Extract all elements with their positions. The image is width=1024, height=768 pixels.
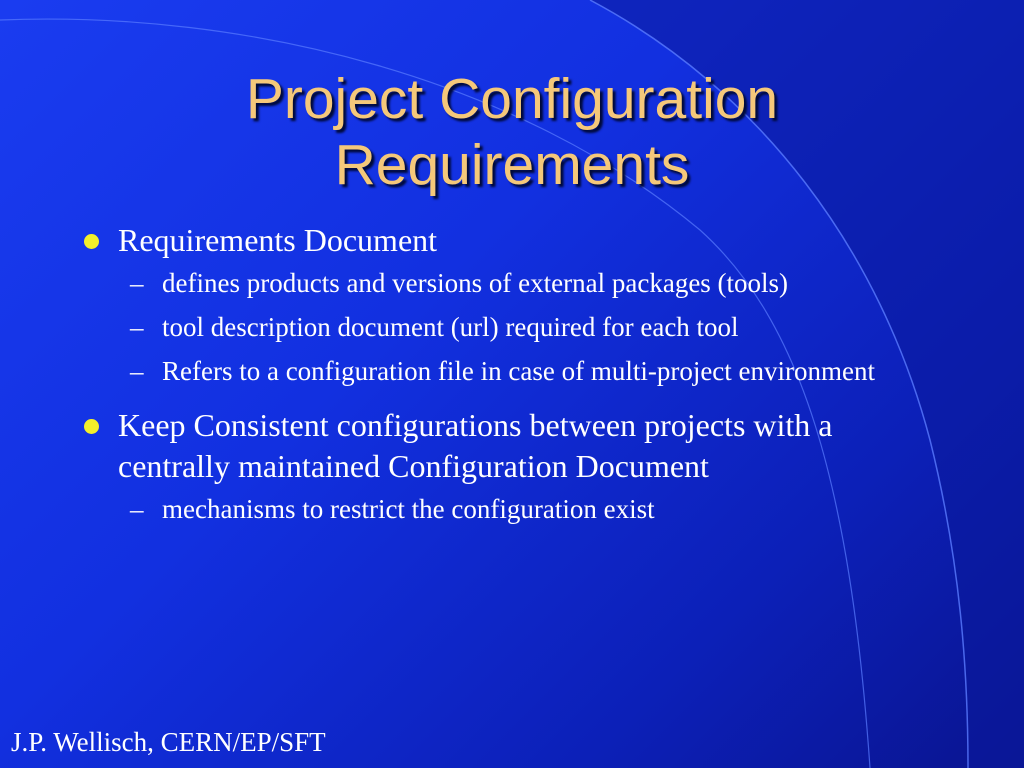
bullet-dot-icon: [84, 419, 99, 434]
dash-icon: –: [130, 312, 144, 342]
sub-bullet-text: defines products and versions of external packages (tools): [162, 268, 789, 298]
dash-icon: –: [130, 494, 144, 524]
sub-bullet-item: [78, 491, 898, 527]
sub-bullet-text: tool description document (url) required for each tool: [162, 312, 739, 342]
dash-icon: –: [130, 356, 144, 386]
sub-bullet-item: [78, 353, 898, 389]
footer-author: J.P. Wellisch, CERN/EP/SFT: [11, 727, 326, 757]
sub-bullet-text: mechanisms to restrict the configuration exist: [162, 494, 655, 524]
bullet-dot-icon: [84, 234, 99, 249]
title-line-2: Requirements: [334, 133, 690, 197]
dash-icon: –: [130, 268, 144, 298]
bullet-item: [78, 220, 898, 261]
sub-bullet-item: [78, 309, 898, 345]
title-line-1: Project Configuration: [245, 67, 779, 131]
bullet-text: Keep Consistent configurations between projects with a centrally maintained Configuration Document: [118, 407, 833, 484]
sub-bullet-text: Refers to a configuration file in case of multi-project environment: [162, 356, 876, 386]
sub-bullet-item: [78, 265, 898, 301]
bullet-item: [78, 405, 898, 487]
slide-title: [0, 66, 1024, 198]
bullet-text: Requirements Document: [118, 222, 438, 258]
slide-content: [78, 220, 898, 535]
